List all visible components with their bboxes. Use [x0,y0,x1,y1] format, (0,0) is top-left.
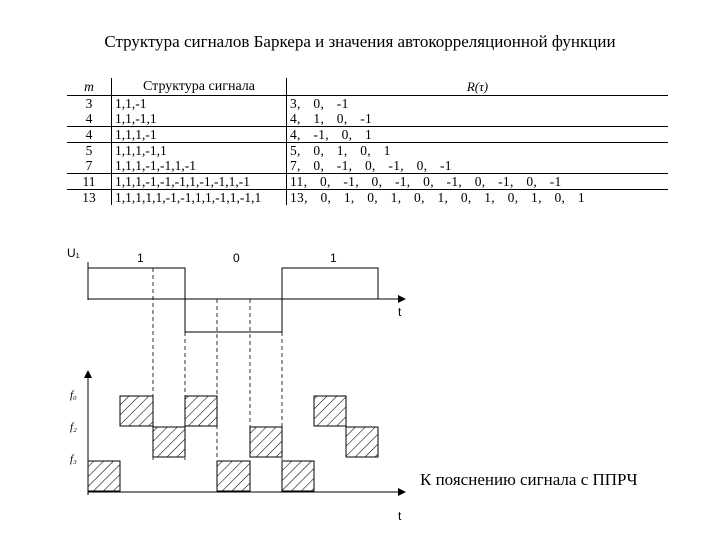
cell-r: 4, 1, 0, -1 [290,111,373,126]
hop-cell [282,461,314,491]
cell-r: 13, 0, 1, 0, 1, 0, 1, 0, 1, 0, 1, 0, 1 [287,190,669,206]
cell-structure: 1,1,1,-1 [112,127,287,143]
frequency-hopping-plot [70,370,406,523]
figure-caption: К пояснению сигнала с ППРЧ [420,470,638,489]
cell-m: 13 [67,190,112,206]
cell-r: 3, 0, -1 [290,96,349,111]
arrow-right-icon [398,295,406,303]
cell-m: 11 [67,174,112,190]
cell-r: 7, 0, -1, 0, -1, 0, -1 [290,158,452,173]
cell-structure: 1,1,-1 [112,96,287,112]
signal-waveform [88,268,378,332]
cell-m: 4 [67,111,112,127]
cell-m: 4 [67,127,112,143]
cell-r: 5, 0, 1, 0, 1 [287,143,669,159]
cell-r: 4, -1, 0, 1 [287,127,669,143]
cell-structure: 1,1,1,1,1,-1,-1,1,1,-1,1,-1,1 [112,190,287,206]
cell-structure: 1,1,1,-1,-1,1,-1 [112,158,287,174]
u1-axis-label: U₁ [67,246,80,260]
signal-time-label: t [398,305,402,319]
freq-label-bottom: f₃ [70,453,77,465]
hop-cell [153,427,185,457]
freq-label-mid: f₂ [70,421,77,433]
cell-structure: 1,1,1,-1,1 [112,143,287,159]
cell-m: 5 [67,143,112,159]
bit-label-3: 1 [330,251,337,265]
hop-cell [217,461,250,491]
freq-label-top: f₀ [70,389,77,401]
cell-r: 11, 0, -1, 0, -1, 0, -1, 0, -1, 0, -1 [287,174,669,190]
cell-m: 7 [67,158,112,174]
cell-m: 3 [67,96,112,112]
col-header-structure: Структура сигнала [112,78,287,96]
cell-structure: 1,1,1,-1,-1,-1,1,-1,-1,1,-1 [112,174,287,190]
col-header-r: R(τ) [287,78,669,96]
arrow-up-icon [84,370,92,378]
hop-cell [88,461,120,491]
bit-label-2: 0 [233,251,240,265]
arrow-right-icon [398,488,406,496]
cell-structure: 1,1,-1,1 [112,111,287,127]
hop-cell [250,427,282,457]
binary-signal-plot [67,246,406,332]
bit-label-1: 1 [137,251,144,265]
hop-cell [185,396,217,426]
hop-cell [120,396,153,426]
hop-cell [314,396,346,426]
hop-time-label: t [398,509,402,523]
page-title: Структура сигналов Баркера и значения автокорреляционной функции [104,32,616,51]
col-header-m: m [67,78,112,96]
hop-cell [346,427,378,457]
